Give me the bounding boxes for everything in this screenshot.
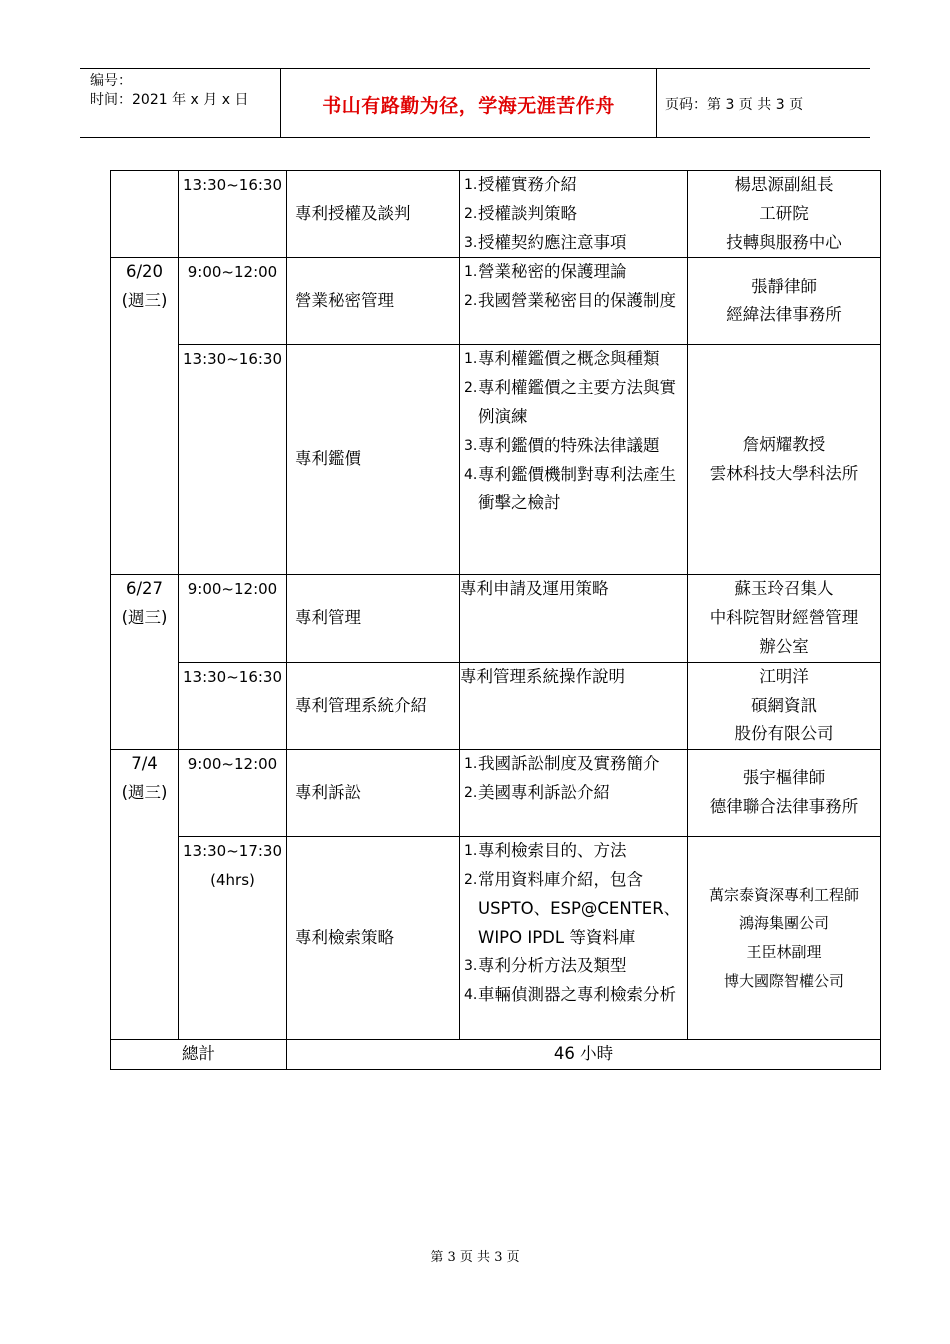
speaker-line: 萬宗泰資深專利工程師 — [708, 885, 859, 904]
weekday-label: (週三) — [121, 608, 168, 628]
content-cell: 專利申請及運用策略 — [460, 575, 688, 662]
content-cell — [460, 171, 688, 258]
date-label: 6/20 — [125, 262, 164, 282]
speaker-line: 博大國際智權公司 — [723, 971, 844, 990]
list-item: 2. 美國專利訴訟介紹 — [464, 782, 610, 802]
document-header — [80, 68, 870, 138]
header-meta-cell — [80, 69, 280, 137]
topic-cell: 專利授權及談判 — [287, 171, 460, 258]
speaker-cell — [688, 837, 881, 1040]
speaker-line: 鴻海集團公司 — [738, 914, 829, 933]
speaker-line: 張靜律師 — [751, 276, 817, 296]
speaker-cell — [688, 171, 881, 258]
weekday-label: (週三) — [121, 782, 168, 802]
list-item: 2. 專利權鑑價之主要方法與實例演練 — [464, 378, 676, 426]
table-row — [111, 837, 881, 1040]
content-list — [460, 171, 687, 257]
list-item: 2. 常用資料庫介紹，包含USPTO、ESP@CENTER、WIPO IPDL 等資料庫 — [464, 869, 681, 947]
document-number-label: 编号： — [90, 73, 132, 89]
list-item: 3. 專利鑑價的特殊法律議題 — [464, 435, 660, 455]
header-page-info: 页码：第 3 页 共 3 页 — [665, 97, 804, 113]
speaker-line: 張宇樞律師 — [742, 768, 826, 788]
content-cell — [460, 750, 688, 837]
table-row — [111, 662, 881, 749]
speaker-line: 王臣林副理 — [746, 943, 822, 962]
topic-cell: 專利訴訟 — [287, 750, 460, 837]
list-item: 1. 我國訴訟制度及實務簡介 — [464, 754, 660, 774]
table-row — [111, 345, 881, 575]
speaker-line: 辦公室 — [759, 636, 809, 656]
table-row — [111, 171, 881, 258]
date-cell — [111, 575, 179, 750]
list-item: 2. 授權談判策略 — [464, 203, 577, 223]
speaker-line: 雲林科技大學科法所 — [709, 463, 859, 483]
table-row — [111, 750, 881, 837]
topic-cell: 專利鑑價 — [287, 345, 460, 575]
time-cell: 13:30~16:30 — [179, 662, 287, 749]
table-row — [111, 258, 881, 345]
speaker-line: 經緯法律事務所 — [726, 305, 842, 325]
weekday-label: (週三) — [121, 291, 168, 311]
list-item: 3. 授權契約應注意事項 — [464, 232, 627, 252]
speaker-line: 工研院 — [759, 203, 809, 223]
topic-cell: 專利管理 — [287, 575, 460, 662]
time-cell: 9:00~12:00 — [179, 575, 287, 662]
header-motto-cell — [280, 69, 657, 137]
total-value: 46 小時 — [287, 1040, 881, 1070]
time-label: 13:30~17:30 — [182, 842, 283, 861]
content-list — [460, 837, 687, 1010]
time-cell: 13:30~16:30 — [179, 345, 287, 575]
time-cell: 9:00~12:00 — [179, 750, 287, 837]
content-list — [460, 258, 687, 316]
content-cell: 專利管理系統操作說明 — [460, 662, 688, 749]
header-motto: 书山有路勤为径，学海无涯苦作舟 — [322, 95, 615, 117]
speaker-cell — [688, 345, 881, 575]
content-list — [460, 345, 687, 518]
header-page-cell — [657, 69, 870, 137]
speaker-cell — [688, 575, 881, 662]
list-item: 1. 授權實務介紹 — [464, 175, 577, 194]
topic-cell: 營業秘密管理 — [287, 258, 460, 345]
date-cell — [111, 750, 179, 1040]
list-item: 1. 專利權鑑價之概念與種類 — [464, 349, 660, 369]
speaker-line: 詹炳耀教授 — [742, 435, 826, 455]
date-cell — [111, 171, 179, 258]
total-row — [111, 1040, 881, 1070]
speaker-line: 楊思源副組長 — [734, 175, 834, 194]
total-label: 總計 — [111, 1040, 287, 1070]
list-item: 1. 專利檢索目的、方法 — [464, 841, 627, 861]
speaker-cell — [688, 258, 881, 345]
duration-label: (4hrs) — [210, 870, 255, 889]
date-label: 6/27 — [125, 579, 164, 599]
content-cell — [460, 345, 688, 575]
schedule-table — [110, 170, 881, 1070]
content-cell — [460, 258, 688, 345]
topic-cell: 專利檢索策略 — [287, 837, 460, 1040]
list-item: 2. 我國營業秘密目的保護制度 — [464, 291, 676, 311]
date-cell — [111, 258, 179, 575]
speaker-line: 碩網資訊 — [751, 695, 817, 715]
speaker-cell — [688, 662, 881, 749]
time-cell — [179, 837, 287, 1040]
date-label: 7/4 — [131, 754, 158, 774]
time-cell: 13:30~16:30 — [179, 171, 287, 258]
speaker-line: 股份有限公司 — [734, 724, 834, 744]
speaker-line: 中科院智財經營管理 — [709, 608, 859, 628]
table-row — [111, 575, 881, 662]
list-item: 3. 專利分析方法及類型 — [464, 956, 627, 976]
list-item: 4. 車輛偵測器之專利檢索分析 — [464, 985, 676, 1005]
time-cell: 9:00~12:00 — [179, 258, 287, 345]
page-footer: 第 3 页 共 3 页 — [430, 1250, 520, 1265]
content-list — [460, 750, 687, 808]
speaker-cell — [688, 750, 881, 837]
list-item: 1. 營業秘密的保護理論 — [464, 262, 627, 282]
content-cell — [460, 837, 688, 1040]
document-date: 时间：2021 年 x 月 x 日 — [90, 92, 249, 108]
speaker-line: 蘇玉玲召集人 — [734, 579, 834, 599]
list-item: 4. 專利鑑價機制對專利法產生衝擊之檢討 — [464, 464, 676, 513]
speaker-line: 江明洋 — [759, 666, 809, 686]
topic-cell: 專利管理系統介紹 — [287, 662, 460, 749]
speaker-line: 德律聯合法律事務所 — [709, 797, 859, 817]
speaker-line: 技轉與服務中心 — [726, 232, 842, 252]
